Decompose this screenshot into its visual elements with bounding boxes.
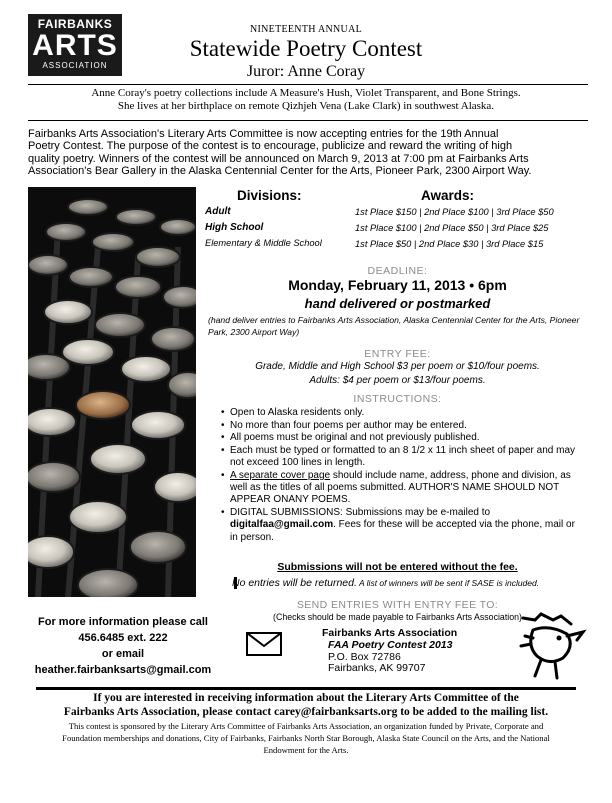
intro-line: Fairbanks Arts Association's Literary Arts Committee is now accepting entries for the 19th Annual bbox=[28, 128, 499, 140]
digital-submissions-email[interactable]: digitalfaa@gmail.com bbox=[230, 519, 334, 531]
page-title: Statewide Poetry Contest bbox=[189, 36, 423, 61]
annual-label: NINETEENTH ANNUAL bbox=[249, 24, 363, 35]
deadline-date: Monday, February 11, 2013 • 6pm bbox=[288, 277, 507, 293]
digital-submissions-text-end: . Fees for these will be accepted via the phone, mail or in person. bbox=[230, 519, 575, 543]
deadline-heading: DEADLINE: bbox=[367, 265, 428, 277]
intro-line: quality poetry. Winners of the contest will be announced on March 9, 2013 at 7:00 pm at Fairbanks Arts bbox=[28, 152, 529, 165]
more-info-block bbox=[28, 614, 218, 678]
bird-petroglyph-icon bbox=[515, 606, 591, 686]
sponsor-notice bbox=[28, 720, 584, 756]
intro-line: Poetry Contest. The purpose of the contest is to encourage, publicize and reward the writing of high bbox=[28, 140, 513, 153]
footer-rule bbox=[36, 687, 576, 690]
division-awards-elementary: 1st Place $50 | 2nd Place $30 | 3rd Place $15 bbox=[355, 239, 544, 249]
bio-line: Anne Coray's poetry collections include A Measure's Hush, Violet Transparent, and Bone Strings. bbox=[91, 87, 521, 99]
typewriter-keys-illustration bbox=[28, 187, 196, 597]
mailing-address bbox=[322, 628, 482, 675]
instruction-item bbox=[222, 470, 582, 507]
mailing-list-line: Fairbanks Arts Association, please contact carey@fairbanksarts.org to be added to the mailing list. bbox=[63, 706, 549, 718]
typewriter-keys-photo bbox=[28, 187, 196, 597]
sponsor-line: Endowment for the Arts. bbox=[263, 745, 349, 755]
division-name-high-school: High School bbox=[205, 222, 264, 233]
checks-payable-note: (Checks should be made payable to Fairbanks Arts Association) bbox=[273, 612, 522, 622]
no-entries-sase: A list of winners will be sent if SASE is included. bbox=[356, 578, 540, 588]
no-entries-returned bbox=[232, 577, 592, 589]
more-info-or-email: or email bbox=[101, 648, 145, 660]
deadline-note: (hand deliver entries to Fairbanks Arts Association, Alaska Centennial Center for the Arts, Pioneer Park, 2300 Airport Way) bbox=[208, 315, 580, 337]
sponsor-line: This contest is sponsored by the Literary Arts Committee of Fairbanks Arts Association, an organization funded by Private, Corporate and bbox=[68, 721, 544, 731]
envelope-icon bbox=[246, 632, 282, 656]
more-info-line: For more information please call bbox=[38, 616, 208, 628]
header-rule bbox=[28, 84, 588, 85]
awards-heading: Awards: bbox=[421, 188, 475, 203]
entry-fee-youth: Grade, Middle and High School $3 per poem or $10/four poems. bbox=[255, 361, 540, 372]
entry-fee-adult: Adults: $4 per poem or $13/four poems. bbox=[309, 375, 486, 386]
division-name-elementary: Elementary & Middle School bbox=[205, 238, 322, 248]
contact-phone[interactable]: 456.6485 ext. 222 bbox=[78, 632, 168, 644]
mailing-list-line: If you are interested in receiving information about the Literary Arts Committee of the bbox=[93, 692, 519, 704]
division-awards-high-school: 1st Place $100 | 2nd Place $50 | 3rd Place $25 bbox=[355, 223, 549, 233]
bio-rule bbox=[28, 120, 588, 121]
entry-fee-heading: ENTRY FEE: bbox=[364, 348, 431, 360]
instructions-list bbox=[222, 407, 582, 544]
send-entries-heading: SEND ENTRIES WITH ENTRY FEE TO: bbox=[296, 599, 499, 611]
address-org: Fairbanks Arts Association bbox=[322, 627, 458, 639]
intro-paragraph bbox=[28, 128, 588, 178]
contact-email[interactable]: heather.fairbanksarts@gmail.com bbox=[34, 664, 212, 676]
instruction-item: • Open to Alaska residents only. bbox=[222, 407, 582, 419]
instructions-heading: INSTRUCTIONS: bbox=[353, 393, 442, 405]
cover-page-text: should include name, address, phone and division, as well as the titles of all poems submitted. AUTHOR'S NAME SHOULD NOT APPEAR ONANY POEMS. bbox=[230, 470, 571, 506]
division-awards-adult: 1st Place $150 | 2nd Place $100 | 3rd Place $50 bbox=[355, 207, 554, 217]
mailing-list-notice bbox=[28, 691, 584, 719]
intro-line: Association's Bear Gallery in the Alaska Centennial Center for the Arts, Pioneer Park, 2300 Airport Way. bbox=[28, 165, 532, 178]
instruction-item: • No more than four poems per author may be entered. bbox=[222, 420, 582, 432]
fairbanks-arts-logo bbox=[28, 14, 122, 76]
sponsor-line: Foundation memberships and donations, City of Fairbanks, Fairbanks North Star Borough, Alaska State Council on the Arts, and the National bbox=[62, 733, 550, 743]
address-contest: FAA Poetry Contest 2013 bbox=[328, 638, 453, 651]
juror-line: Juror: Anne Coray bbox=[246, 63, 366, 80]
bio-line: She lives at her birthplace on remote Qizhjeh Vena (Lake Clark) in southwest Alaska. bbox=[117, 100, 495, 112]
address-box: P.O. Box 72786 bbox=[328, 650, 401, 663]
deadline-method: hand delivered or postmarked bbox=[304, 296, 491, 311]
juror-bio bbox=[40, 87, 572, 113]
cover-page-emphasis: A separate cover page bbox=[230, 470, 331, 482]
instruction-item: • Each must be typed or formatted to an 8 1/2 x 11 inch sheet of paper and may not exceed 100 lines in length. bbox=[222, 445, 582, 469]
instruction-item bbox=[222, 507, 582, 544]
logo-line3: ASSOCIATION bbox=[42, 61, 108, 70]
logo-line2: ARTS bbox=[32, 29, 118, 62]
divisions-heading: Divisions: bbox=[237, 188, 302, 203]
division-name-adult: Adult bbox=[205, 206, 231, 217]
digital-submissions-text: DIGITAL SUBMISSIONS: Submissions may be e-mailed to bbox=[230, 507, 491, 519]
instruction-item: • All poems must be original and not previously published. bbox=[222, 432, 582, 444]
submissions-notice: Submissions will not be entered without the fee. bbox=[277, 561, 518, 573]
logo-line1: FAIRBANKS bbox=[37, 17, 113, 31]
address-city: Fairbanks, AK 99707 bbox=[328, 662, 426, 675]
no-entries-main: No entries will be returned. bbox=[232, 577, 357, 589]
